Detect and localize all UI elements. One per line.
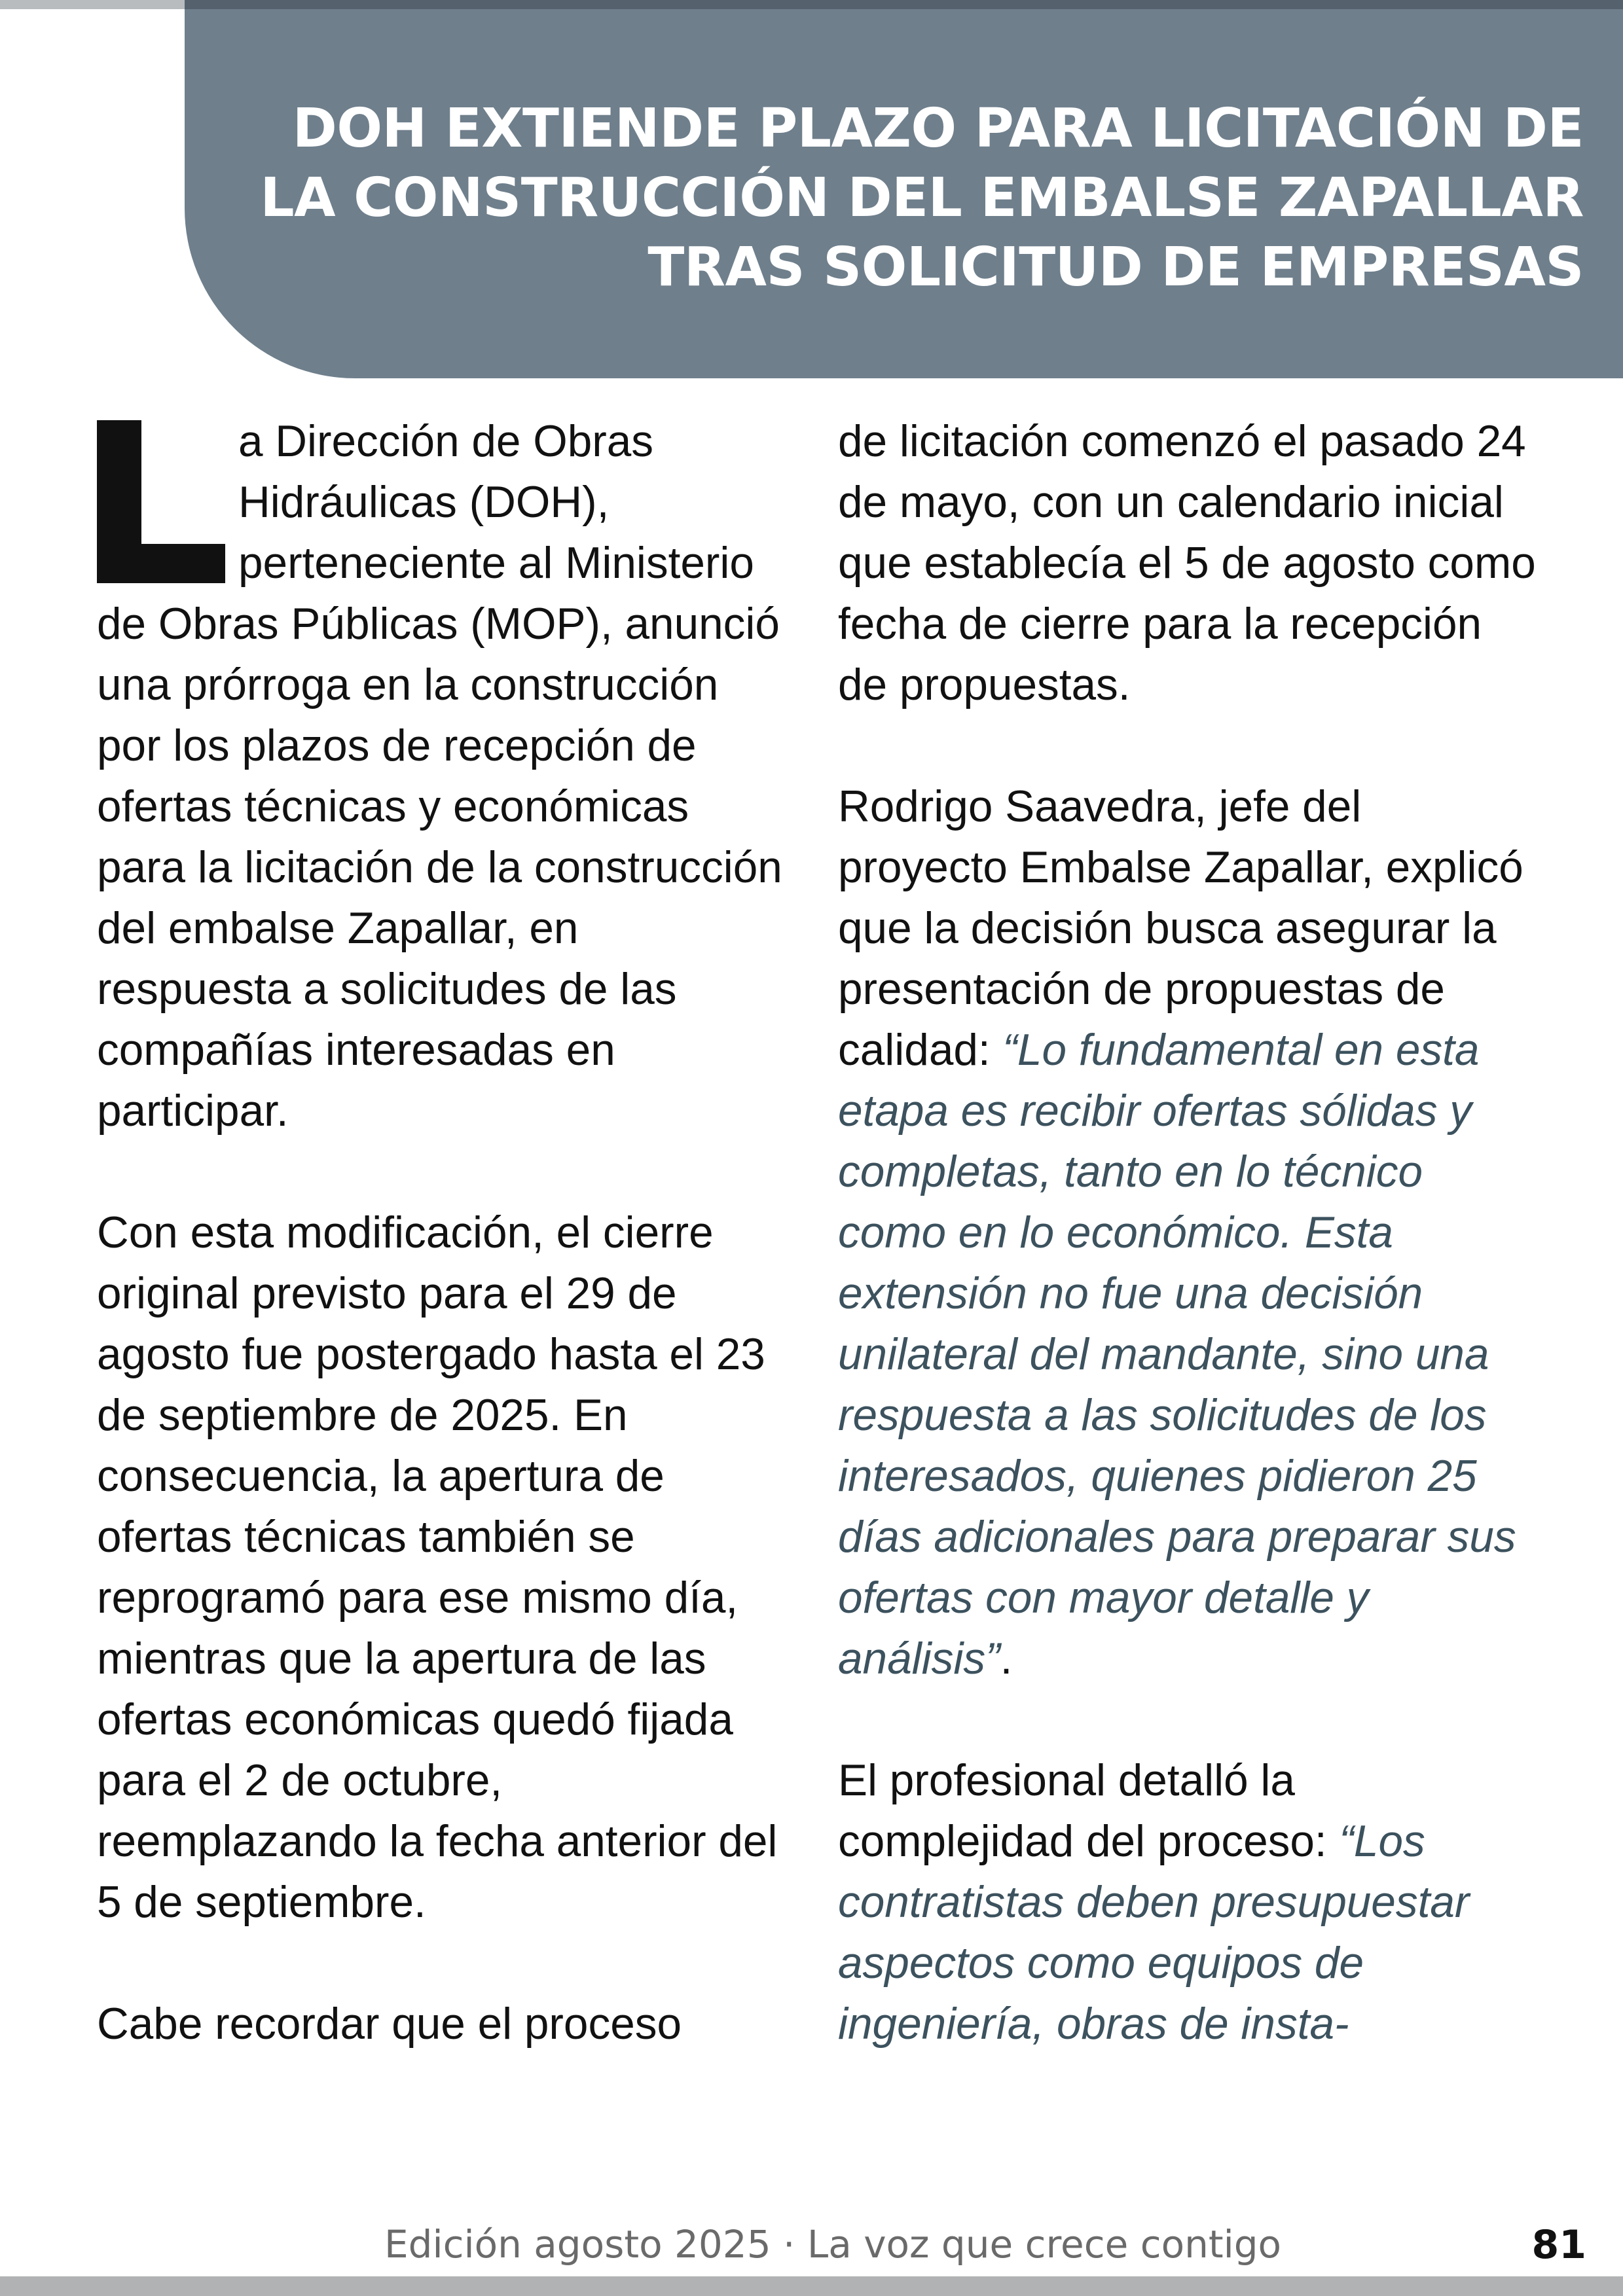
body-text: a Dirección de Obras Hidráulicas (DOH), perteneciente al Ministerio de Obras Públicas (MOP), anunció una prórroga en la construcción por los plazos de recepción de ofertas técnicas y económicas para la licitación de la construcción del embalse Zapallar, en respuesta a solicitudes de las compañías interesadas en participar. <box>97 417 782 1136</box>
footer-edition: Edición agosto 2025 · La voz que crece contigo <box>384 2222 1282 2267</box>
dropcap <box>97 420 225 583</box>
quote-text: “Lo fundamental en esta etapa es recibir ofertas sólidas y completas, tanto en lo técnico como en lo económico. Esta extensión no fue una decisión unilateral del mandante, sino una respuesta a las solicitudes de los interesados, quienes pidieron 25 días adicionales para preparar sus ofertas con mayor detalle y análisis” <box>838 1026 1516 1683</box>
body-text: Cabe recordar que el proceso <box>97 2000 682 2049</box>
headline-part: TRAS SOLICITUD DE EMPRESAS <box>647 236 1584 298</box>
header-band <box>185 0 1623 378</box>
body-text: . <box>1000 1634 1013 1683</box>
body-text: Rodrigo Saavedra, jefe del proyecto Embalse Zapallar, explicó que la decisión busca asegurar la presentación de propuestas de calidad: <box>838 782 1523 1075</box>
article-headline <box>209 94 1584 302</box>
dropcap-letter <box>97 420 98 421</box>
page-footer <box>0 2222 1623 2268</box>
article-paragraph <box>97 1202 784 1933</box>
article-paragraph <box>97 1994 784 2054</box>
headline-part: EMBALSE ZAPALLAR <box>980 167 1584 229</box>
headline-part: DOH <box>292 98 427 160</box>
page-number: 81 <box>1531 2222 1586 2268</box>
headline-part: EXTIENDE PLAZO PARA LICITACIÓN DE LA CONSTRUCCIÓN DEL <box>260 98 1584 229</box>
body-text: El profesional detalló la complejidad del proceso: <box>838 1756 1340 1866</box>
bottom-border-strip <box>0 2276 1623 2296</box>
article-paragraph <box>838 411 1539 715</box>
body-text: Con esta modificación, el cierre original previsto para el 29 de agosto fue postergado hasta el 23 de septiembre de 2025. En consecuencia, la apertura de ofertas técnicas también se reprogramó para ese mismo día, mientras que la apertura de las ofertas económicas quedó fijada para el 2 de octubre, reemplazando la fecha anterior del 5 de septiembre. <box>97 1208 778 1927</box>
body-text: de licitación comenzó el pasado 24 de mayo, con un calendario inicial que establecía el 5 de agosto como fecha de cierre para la recepción de propuestas. <box>838 417 1536 709</box>
quote-text: “Los contratistas deben presupuestar aspectos como equipos de ingeniería, obras de insta- <box>838 1817 1470 2049</box>
article-column-right <box>838 411 1539 2054</box>
article-column-left <box>97 411 784 2054</box>
article-paragraph <box>838 1750 1539 2054</box>
article-paragraph <box>838 776 1539 1689</box>
